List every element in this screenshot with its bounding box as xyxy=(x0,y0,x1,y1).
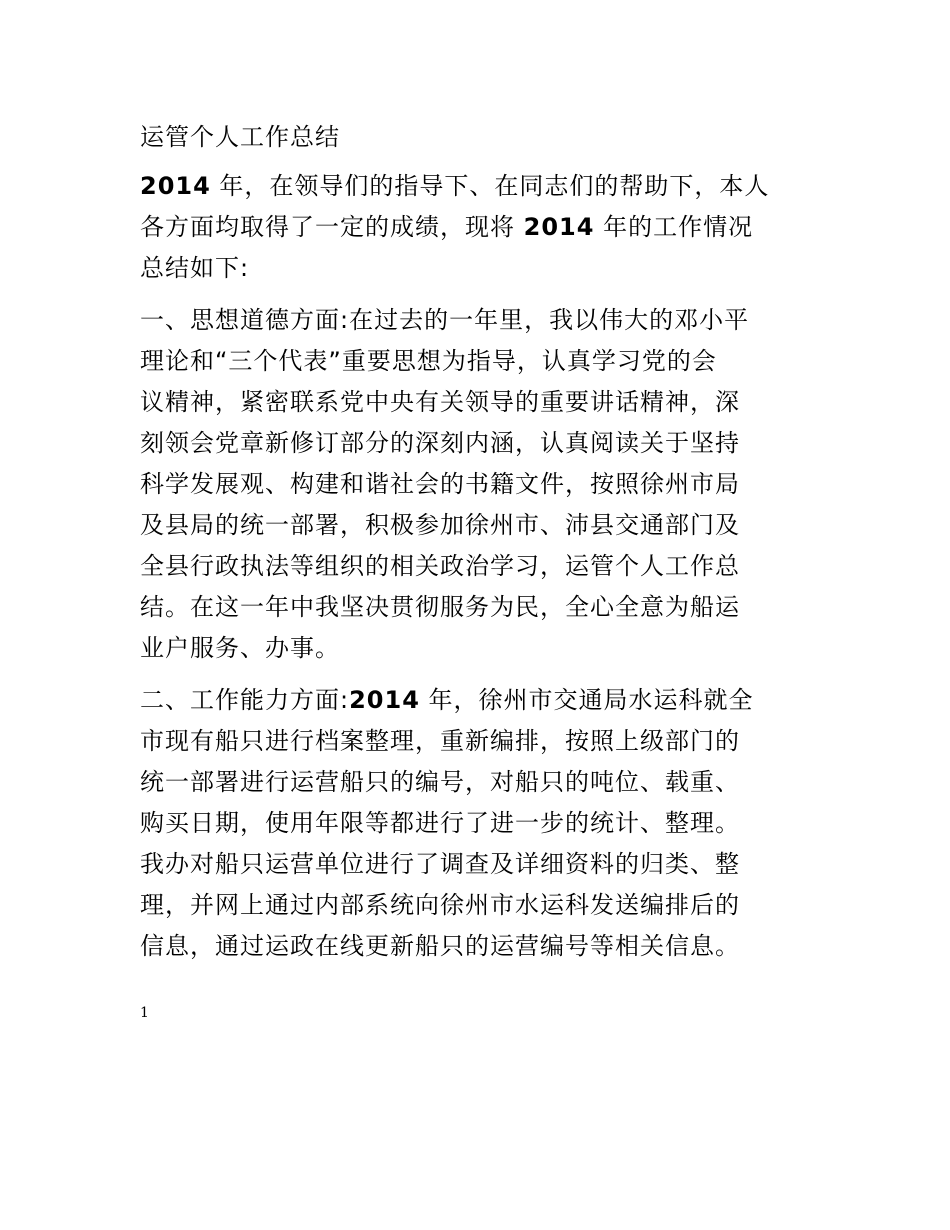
section-one-paragraph xyxy=(140,300,815,669)
section-one-line: 刻领会党章新修订部分的深刻内涵，认真阅读关于坚持 xyxy=(140,429,740,457)
document-title: 运管个人工作总结 xyxy=(140,123,340,151)
section-two-line: 购买日期，使用年限等都进行了进一步的统计、整理。 xyxy=(140,809,740,837)
document-body xyxy=(140,117,815,967)
year-number: 2014 xyxy=(140,172,211,200)
section-two-line: 二、工作能力方面:2014 年，徐州市交通局水运科就全 xyxy=(140,686,754,714)
section-two-line: 理，并网上通过内部系统向徐州市水运科发送编排后的 xyxy=(140,891,740,919)
intro-line: 各方面均取得了一定的成绩，现将 2014 年的工作情况 xyxy=(140,213,754,241)
section-one-line: 全县行政执法等组织的相关政治学习，运管个人工作总 xyxy=(140,552,740,580)
intro-line: 2014 年，在领导们的指导下、在同志们的帮助下，本人 xyxy=(140,172,770,200)
page-number: 1 xyxy=(140,1005,149,1021)
intro-line: 总结如下: xyxy=(140,254,250,282)
section-two-paragraph xyxy=(140,680,815,967)
year-number: 2014 xyxy=(523,213,595,241)
year-number: 2014 xyxy=(349,686,420,714)
section-one-line: 议精神，紧密联系党中央有关领导的重要讲话精神，深 xyxy=(140,388,740,416)
intro-paragraph xyxy=(140,166,815,289)
section-one-line: 理论和“三个代表”重要思想为指导，认真学习党的会 xyxy=(140,347,717,375)
section-one-line: 结。在这一年中我坚决贯彻服务为民，全心全意为船运 xyxy=(140,593,740,621)
section-two-line: 市现有船只进行档案整理，重新编排，按照上级部门的 xyxy=(140,727,740,755)
section-one-line: 一、思想道德方面:在过去的一年里，我以伟大的邓小平 xyxy=(140,306,750,334)
section-one-line: 科学发展观、构建和谐社会的书籍文件，按照徐州市局 xyxy=(140,470,740,498)
section-one-line: 及县局的统一部署，积极参加徐州市、沛县交通部门及 xyxy=(140,511,740,539)
section-two-line: 统一部署进行运营船只的编号，对船只的吨位、载重、 xyxy=(140,768,740,796)
section-one-line: 业户服务、办事。 xyxy=(140,634,340,662)
section-two-line: 信息，通过运政在线更新船只的运营编号等相关信息。 xyxy=(140,932,740,960)
section-two-line: 我办对船只运营单位进行了调查及详细资料的归类、整 xyxy=(140,850,740,878)
